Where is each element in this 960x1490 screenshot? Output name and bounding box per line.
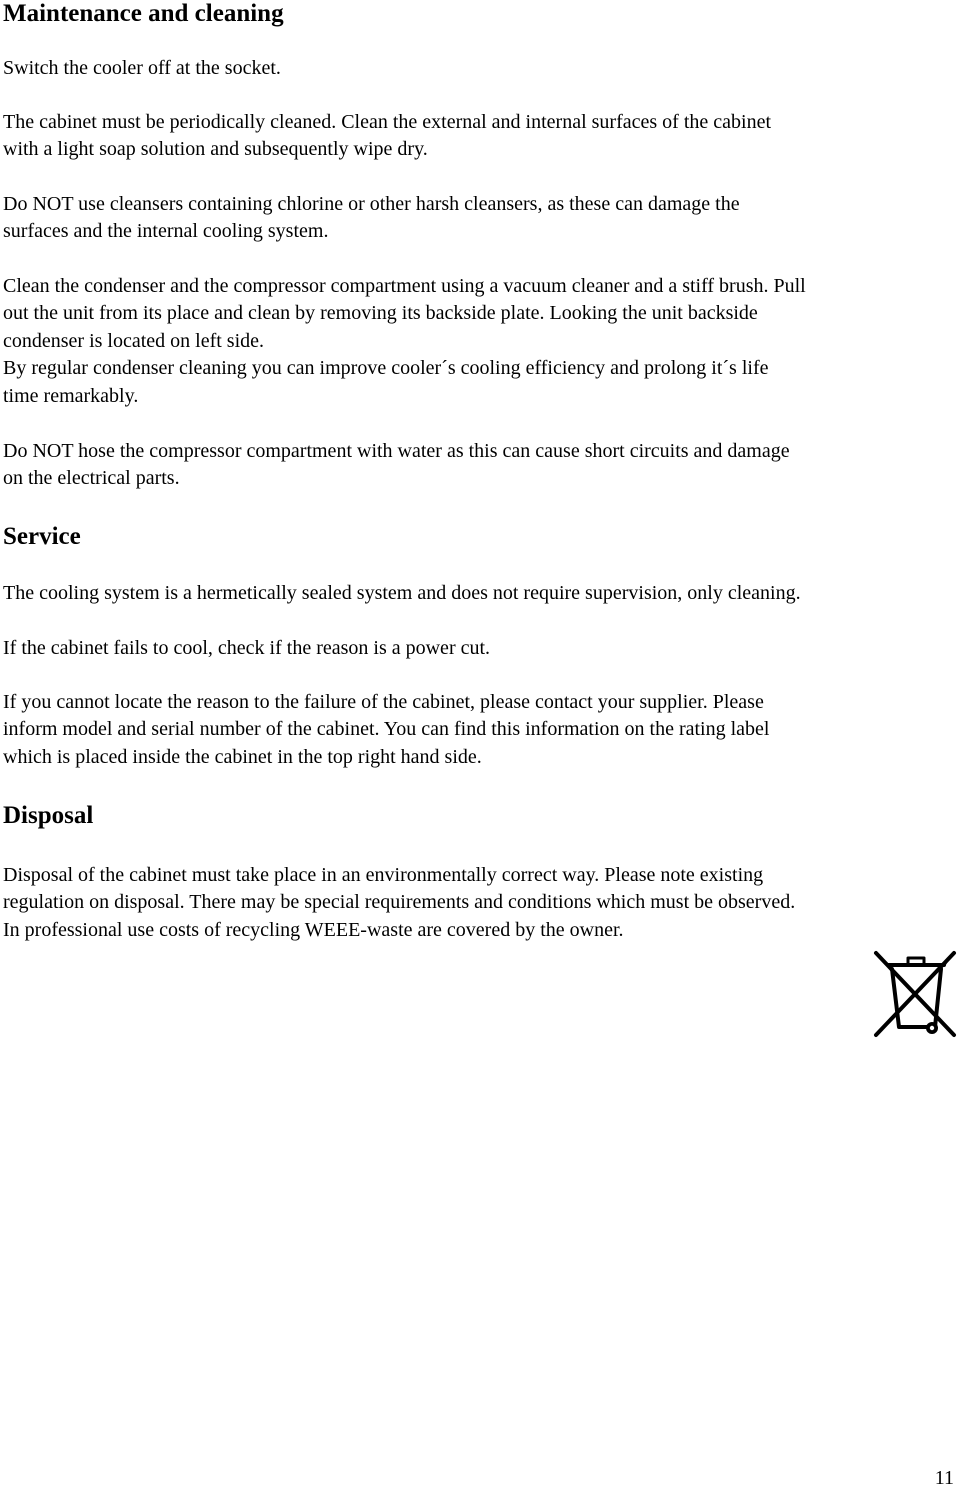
- text-line: By regular condenser cleaning you can improve cooler´s cooling efficiency and prolong it´s life: [3, 357, 769, 380]
- text-line: In professional use costs of recycling WEEE-waste are covered by the owner.: [3, 918, 624, 941]
- service-heading: Service: [3, 523, 81, 550]
- text-line: out the unit from its place and clean by removing its backside plate. Looking the unit backside: [3, 302, 758, 325]
- crossed-out-wheelie-bin-icon: [872, 943, 958, 1039]
- text-line: inform model and serial number of the cabinet. You can find this information on the rating label: [3, 718, 770, 741]
- text-line: surfaces and the internal cooling system.: [3, 220, 329, 243]
- text-line: If the cabinet fails to cool, check if the reason is a power cut.: [3, 637, 491, 659]
- service-paragraph-2: [3, 635, 958, 662]
- text-line: Clean the condenser and the compressor compartment using a vacuum cleaner and a stiff brush. Pull: [3, 275, 806, 297]
- service-paragraph-3: [3, 689, 958, 771]
- maintenance-paragraph-5: [3, 438, 958, 493]
- text-line: Switch the cooler off at the socket.: [3, 57, 281, 79]
- text-line: Do NOT use cleansers containing chlorine or other harsh cleansers, as these can damage the: [3, 193, 740, 215]
- text-line: The cooling system is a hermetically sealed system and does not require supervision, only cleaning.: [3, 582, 801, 604]
- text-line: which is placed inside the cabinet in the top right hand side.: [3, 745, 482, 768]
- maintenance-paragraph-1: [3, 55, 958, 82]
- service-paragraph-1: [3, 580, 958, 607]
- text-line: time remarkably.: [3, 384, 139, 407]
- text-line: Do NOT hose the compressor compartment with water as this can cause short circuits and damage: [3, 440, 790, 462]
- maintenance-paragraph-4: [3, 273, 958, 410]
- text-line: regulation on disposal. There may be special requirements and conditions which must be observed.: [3, 891, 796, 914]
- disposal-heading: Disposal: [3, 802, 94, 829]
- text-line: on the electrical parts.: [3, 467, 180, 490]
- maintenance-heading: Maintenance and cleaning: [3, 0, 284, 27]
- text-line: Disposal of the cabinet must take place in an environmentally correct way. Please note existing: [3, 864, 764, 886]
- maintenance-paragraph-3: [3, 191, 958, 246]
- disposal-paragraph-1: [3, 862, 958, 944]
- text-line: If you cannot locate the reason to the failure of the cabinet, please contact your supplier. Please: [3, 691, 764, 713]
- maintenance-paragraph-2: [3, 109, 958, 164]
- text-line: The cabinet must be periodically cleaned. Clean the external and internal surfaces of the cabinet: [3, 111, 771, 133]
- text-line: condenser is located on left side.: [3, 329, 265, 352]
- page-number: 11: [934, 1467, 954, 1489]
- text-line: with a light soap solution and subsequently wipe dry.: [3, 138, 428, 161]
